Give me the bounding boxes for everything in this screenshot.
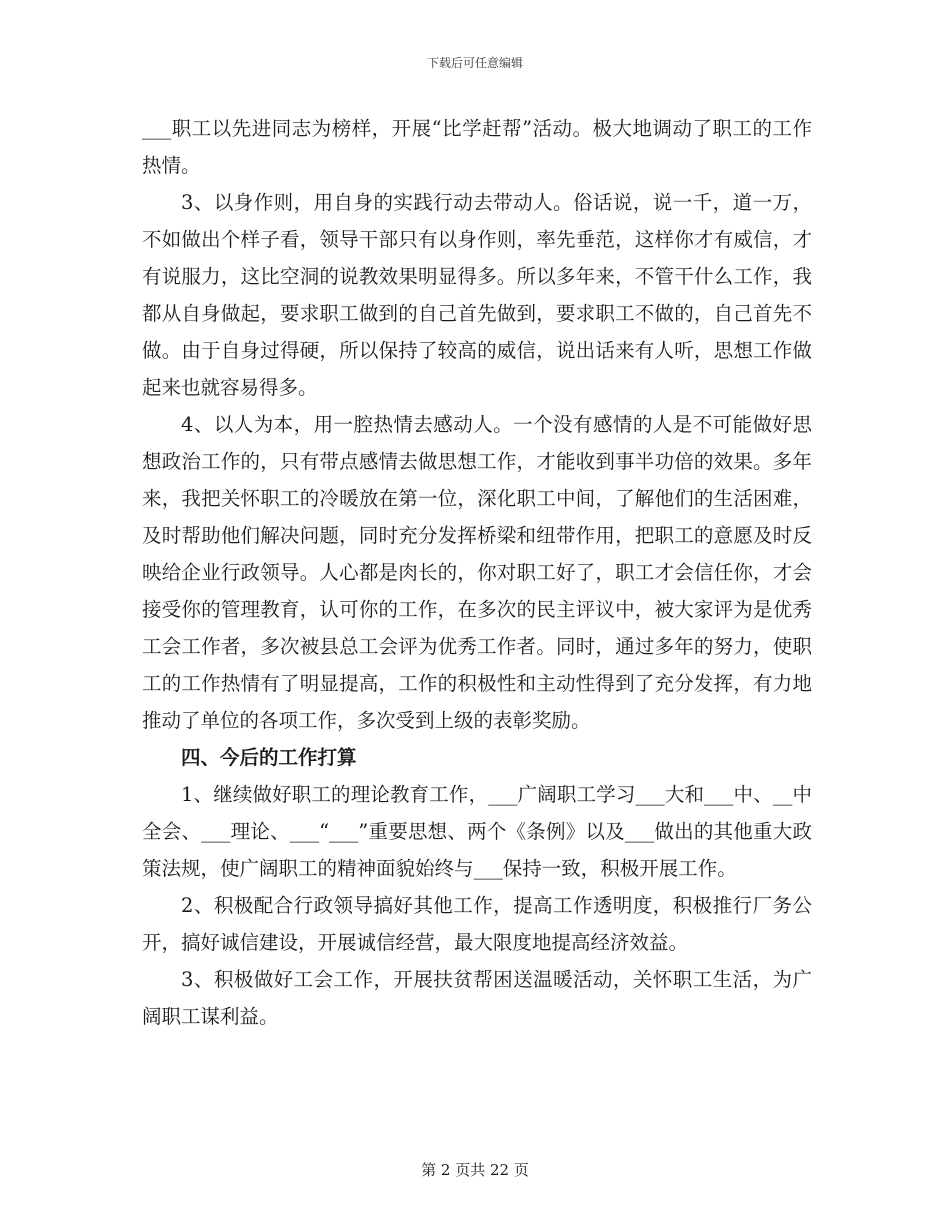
page-number-footer: 第 2 页共 22 页 xyxy=(421,1161,529,1179)
section-heading-future-plans: 四、今后的工作打算 xyxy=(181,746,357,769)
paragraph-lead-by-example: 3、以身作则，用自身的实践行动去带动人。俗话说，说一千，道一万，不如做出个样子看，领导干部只有以身作则，率先垂范，这样你才有威信，才有说服力，这比空洞的说教效果明显得多。所以多年来，不管干什么工作，我都从自身做起，要求职工做到的自己首先做到，要求职工不做的，自己首先不做。由于自身过得硬，所以保持了较高的威信，说出话来有人听，思想工作做起来也就容易得多。 xyxy=(142,191,812,399)
page-header: 下载后可任意编辑 xyxy=(426,56,523,70)
paragraph-continuation: ___职工以先进同志为榜样，开展“比学赶帮”活动。极大地调动了职工的工作热情。 xyxy=(142,117,812,177)
paragraph-plan-3: 3、积极做好工会工作，开展扶贫帮困送温暖活动，关怀职工生活，为广阔职工谋利益。 xyxy=(142,968,812,1028)
paragraph-people-oriented: 4、以人为本，用一腔热情去感动人。一个没有感情的人是不可能做好思想政治工作的，只有带点感情去做思想工作，才能收到事半功倍的效果。多年来，我把关怀职工的冷暖放在第一位，深化职工中间，了解他们的生活困难，及时帮助他们解决问题，同时充分发挥桥梁和纽带作用，把职工的意愿及时反映给企业行政领导。人心都是肉长的，你对职工好了，职工才会信任你，才会接受你的管理教育，认可你的工作，在多次的民主评议中，被大家评为是优秀工会工作者，多次被县总工会评为优秀工作者。同时，通过多年的努力，使职工的工作热情有了明显提高，工作的积极性和主动性得到了充分发挥，有力地推动了单位的各项工作，多次受到上级的表彰奖励。 xyxy=(142,413,812,732)
paragraph-plan-2: 2、积极配合行政领导搞好其他工作，提高工作透明度，积极推行厂务公开，搞好诚信建设，开展诚信经营，最大限度地提高经济效益。 xyxy=(142,894,812,954)
paragraph-plan-1: 1、继续做好职工的理论教育工作，___广阔职工学习___大和___中、__中全会、___理论、___“___”重要思想、两个《条例》以及___做出的其他重大政策法规，使广阔职工的精神面貌始终与___保持一致，积极开展工作。 xyxy=(142,783,812,880)
document-body xyxy=(142,110,812,1035)
